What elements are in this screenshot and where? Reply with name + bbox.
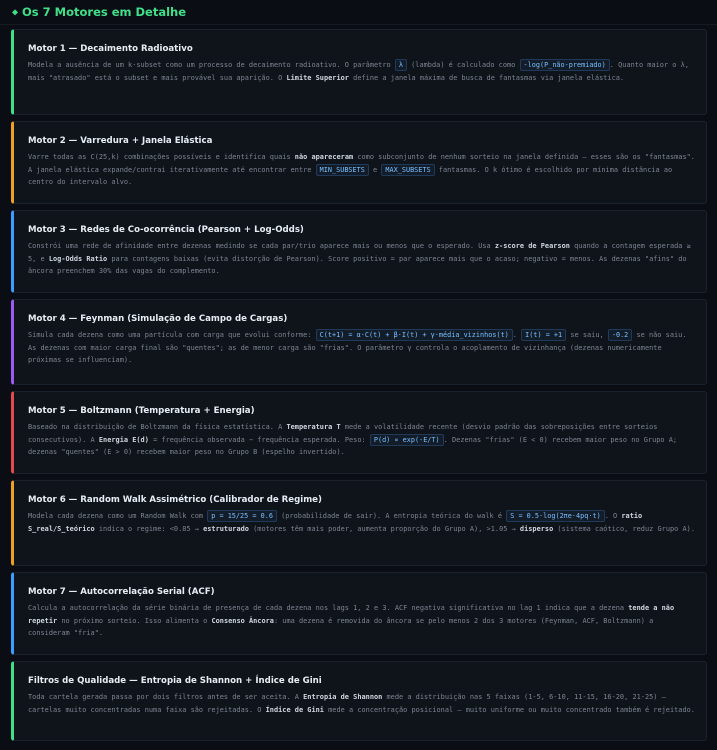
- diamond-icon: ◆: [12, 6, 19, 18]
- card-title: Motor 2 — Varredura + Janela Elástica: [28, 136, 213, 146]
- inline-code: p = 15/25 = 0.6: [207, 510, 277, 522]
- quality-filters-card: [11, 661, 707, 741]
- motor-card-5: [11, 391, 707, 474]
- inline-code: -log(P_não-premiado): [520, 59, 610, 71]
- inline-code: C(t+1) = α·C(t) + β·I(t) + γ·média_vizinhos(t): [316, 329, 513, 341]
- card-title: Motor 4 — Feynman (Simulação de Campo de Cargas): [28, 314, 288, 324]
- motor-card-6: [11, 480, 707, 566]
- section-header: [0, 0, 717, 25]
- section-title: Os 7 Motores em Detalhe: [22, 5, 187, 19]
- card-description: Toda cartela gerada passa por dois filtros antes de ser aceita. A Entropia de Shannon mede a distribuição nas 5 faixas (1-5, 6-10, 11-15, 16-20, 21-25) — cartelas muito concentradas numa faixa são rejeitadas. O Índice de Gini mede a concentração posicional — muito uniforme ou muito concentrado também é rejeitado.: [28, 693, 695, 714]
- inline-code: S = 0.5·log(2πe·4pq·t): [506, 510, 604, 522]
- inline-code: I(t) = +1: [521, 329, 566, 341]
- motor-list: [11, 29, 707, 747]
- card-description: Calcula a autocorrelação da série binária de presença de cada dezena nos lags 1, 2 e 3. ACF negativa significativa no lag 1 indica que a dezena tende a não repetir no próximo sorteio. Isso alimenta o Consenso Âncora: uma dezena é removida do âncora se pelo menos 2 dos 3 motores (Feynman, ACF, Boltzmann) a consideram "fria".: [28, 604, 675, 637]
- card-title: Filtros de Qualidade — Entropia de Shannon + Índice de Gini: [28, 676, 322, 686]
- card-title: Motor 3 — Redes de Co-ocorrência (Pearson + Log-Odds): [28, 225, 304, 235]
- card-title: Motor 5 — Boltzmann (Temperatura + Energia): [28, 406, 255, 416]
- inline-code: λ: [395, 59, 407, 71]
- motor-card-7: [11, 572, 707, 655]
- card-description: Modela cada dezena como um Random Walk com p = 15/25 = 0.6 (probabilidade de sair). A entropia teórica do walk é S = 0.5·log(2πe·4pq·t) . O ratio S_real/S_teórico indica o regime: <0.85 → estruturado (motores têm mais poder, aumenta proporção do Grupo A), >1.05 → disperso (sistema caótico, reduz Grupo A).: [28, 512, 695, 533]
- inline-code: -0.2: [608, 329, 632, 341]
- inline-code: P(d) ∝ exp(-E/T): [370, 434, 444, 446]
- card-description: Varre todas as C(25,k) combinações possíveis e identifica quais não apareceram como subconjunto de nenhum sorteio na janela definida — esses são os "fantasmas". A janela elástica expande/contrai iterativamente até encontrar entre MIN_SUBSETS e MAX_SUBSETS fantasmas. O k ótimo é escolhido por mínima distância ao centro do intervalo alvo.: [28, 153, 695, 186]
- card-description: Constrói uma rede de afinidade entre dezenas medindo se cada par/trio aparece mais ou menos que o esperado. Usa z-score de Pearson quando a contagem esperada ≥ 5, e Log-Odds Ratio para contagens baixas (evita distorção de Pearson). Score positivo = par aparece mais que o acaso; negativo = menos. As dezenas "afins" do âncora preenchem 30% das vagas do complemento.: [28, 242, 691, 275]
- card-title: Motor 6 — Random Walk Assimétrico (Calibrador de Regime): [28, 495, 322, 505]
- card-description: Modela a ausência de um k-subset como um processo de decaimento radioativo. O parâmetro λ (lambda) é calculado como -log(P_não-premiado) . Quanto maior o λ, mais "atrasado" está o subset e mais provável sua aparição. O Limite Superior define a janela máxima de busca de fantasmas via janela elástica.: [28, 61, 689, 82]
- motor-card-3: [11, 210, 707, 293]
- card-description: Baseado na distribuição de Boltzmann da física estatística. A Temperatura T mede a volatilidade recente (desvio padrão das sobreposições entre sorteios consecutivos). A Energia E(d) = frequência observada − frequência esperada. Peso: P(d) ∝ exp(-E/T) . Dezenas "frias" (E < 0) recebem maior peso no Grupo A; dezenas "quentes" (E > 0) recebem maior peso no Grupo B (espelho invertido).: [28, 423, 678, 456]
- card-description: Simula cada dezena como uma partícula com carga que evolui conforme: C(t+1) = α·C(t) + β·I(t) + γ·média_vizinhos(t) . I(t) = +1 se saiu, -0.2 se não saiu. As dezenas com maior carga final são "quentes"; as de menor carga são "frias". O parâmetro γ controla o acoplamento de vizinhança (dezenas numericamente próximas se influenciam).: [28, 331, 687, 364]
- card-title: Motor 1 — Decaimento Radioativo: [28, 44, 193, 54]
- motor-card-4: [11, 299, 707, 385]
- motor-card-1: [11, 29, 707, 115]
- motor-card-2: [11, 121, 707, 204]
- inline-code: MAX_SUBSETS: [381, 164, 434, 176]
- inline-code: MIN_SUBSETS: [316, 164, 369, 176]
- card-title: Motor 7 — Autocorrelação Serial (ACF): [28, 587, 215, 597]
